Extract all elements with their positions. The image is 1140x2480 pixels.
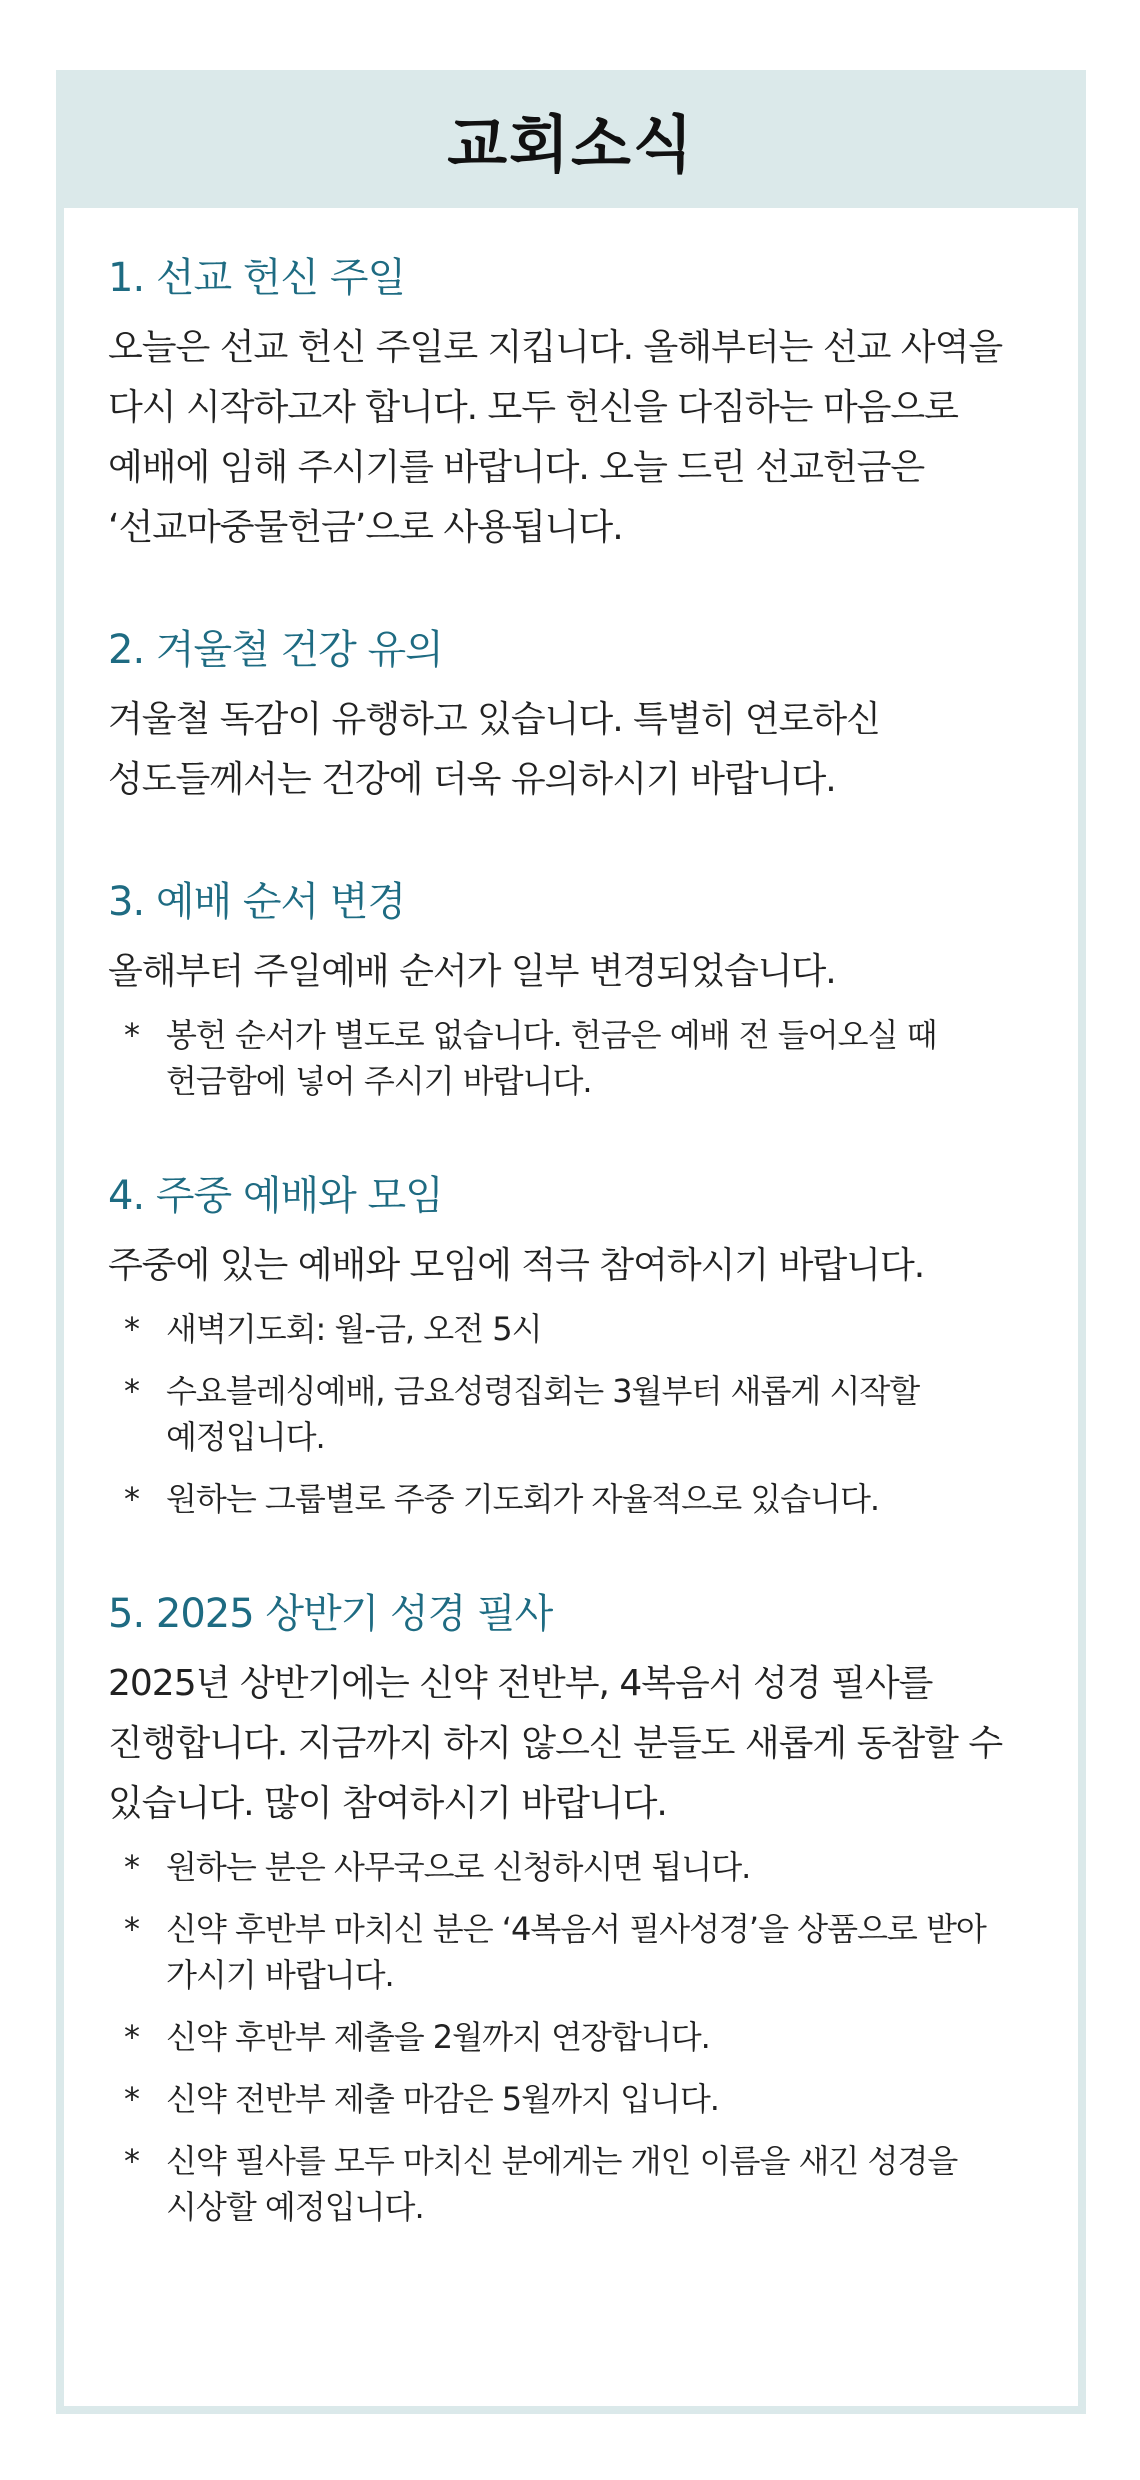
section-body: 올해부터 주일예배 순서가 일부 변경되었습니다. <box>108 951 836 992</box>
bullet-text: 원하는 그룹별로 주중 기도회가 자율적으로 있습니다. <box>166 1480 880 1518</box>
asterisk-icon: * <box>124 1480 139 1518</box>
bullet-text: 원하는 분은 사무국으로 신청하시면 됩니다. <box>166 1848 751 1886</box>
section-heading: 3. 예배 순서 변경 <box>108 879 406 925</box>
bullet-text: 신약 전반부 제출 마감은 5월까지 입니다. <box>166 2080 719 2118</box>
bullet-item <box>108 1844 1034 1890</box>
asterisk-icon: * <box>124 2018 139 2056</box>
section-heading: 5. 2025 상반기 성경 필사 <box>108 1591 553 1637</box>
section-body: 주중에 있는 예배와 모임에 적극 참여하시기 바랍니다. <box>108 1245 925 1286</box>
bullet-item <box>108 1906 1034 1998</box>
bullet-list <box>108 1012 1034 1104</box>
bullet-text: 봉헌 순서가 별도로 없습니다. 헌금은 예배 전 들어오실 때 헌금함에 넣어 주시기 바랍니다. <box>166 1016 937 1100</box>
section-heading: 2. 겨울철 건강 유의 <box>108 627 443 673</box>
section-body: 2025년 상반기에는 신약 전반부, 4복음서 성경 필사를 진행합니다. 지금까지 하지 않으신 분들도 새롭게 동참할 수 있습니다. 많이 참여하시기 바랍니다. <box>108 1663 1003 1824</box>
bullet-list <box>108 1844 1034 2230</box>
news-panel <box>56 70 1086 2414</box>
bullet-item <box>108 1306 1034 1352</box>
news-section-5 <box>108 1586 1034 2230</box>
page-title: 교회소식 <box>447 107 695 181</box>
bullet-text: 수요블레싱예배, 금요성령집회는 3월부터 새롭게 시작할 예정입니다. <box>166 1372 920 1456</box>
bullet-item <box>108 2076 1034 2122</box>
news-content <box>64 208 1078 2230</box>
asterisk-icon: * <box>124 1372 139 1410</box>
bullet-item <box>108 2138 1034 2230</box>
bullet-item <box>108 1476 1034 1522</box>
section-body: 오늘은 선교 헌신 주일로 지킵니다. 올해부터는 선교 사역을 다시 시작하고자 합니다. 모두 헌신을 다짐하는 마음으로 예배에 임해 주시기를 바랍니다. 오늘 드린 선교헌금은 ‘선교마중물헌금’으로 사용됩니다. <box>108 327 1003 548</box>
asterisk-icon: * <box>124 1310 139 1348</box>
asterisk-icon: * <box>124 2080 139 2118</box>
bullet-text: 신약 필사를 모두 마치신 분에게는 개인 이름을 새긴 성경을 시상할 예정입니다. <box>166 2142 958 2226</box>
asterisk-icon: * <box>124 1016 139 1054</box>
section-body: 겨울철 독감이 유행하고 있습니다. 특별히 연로하신 성도들께서는 건강에 더욱 유의하시기 바랍니다. <box>108 699 880 800</box>
asterisk-icon: * <box>124 1848 139 1886</box>
section-heading: 1. 선교 헌신 주일 <box>108 255 406 301</box>
asterisk-icon: * <box>124 1910 139 1948</box>
bullet-item <box>108 2014 1034 2060</box>
bullet-item <box>108 1012 1034 1104</box>
news-section-2 <box>108 622 1034 810</box>
news-section-1 <box>108 250 1034 558</box>
news-section-3 <box>108 874 1034 1104</box>
bullet-text: 신약 후반부 제출을 2월까지 연장합니다. <box>166 2018 710 2056</box>
bullet-list <box>108 1306 1034 1522</box>
bullet-item <box>108 1368 1034 1460</box>
bullet-text: 새벽기도회: 월-금, 오전 5시 <box>166 1310 542 1348</box>
title-header <box>56 70 1086 208</box>
asterisk-icon: * <box>124 2142 139 2180</box>
section-heading: 4. 주중 예배와 모임 <box>108 1173 443 1219</box>
news-section-4 <box>108 1168 1034 1522</box>
bullet-text: 신약 후반부 마치신 분은 ‘4복음서 필사성경’을 상품으로 받아 가시기 바랍니다. <box>166 1910 986 1994</box>
